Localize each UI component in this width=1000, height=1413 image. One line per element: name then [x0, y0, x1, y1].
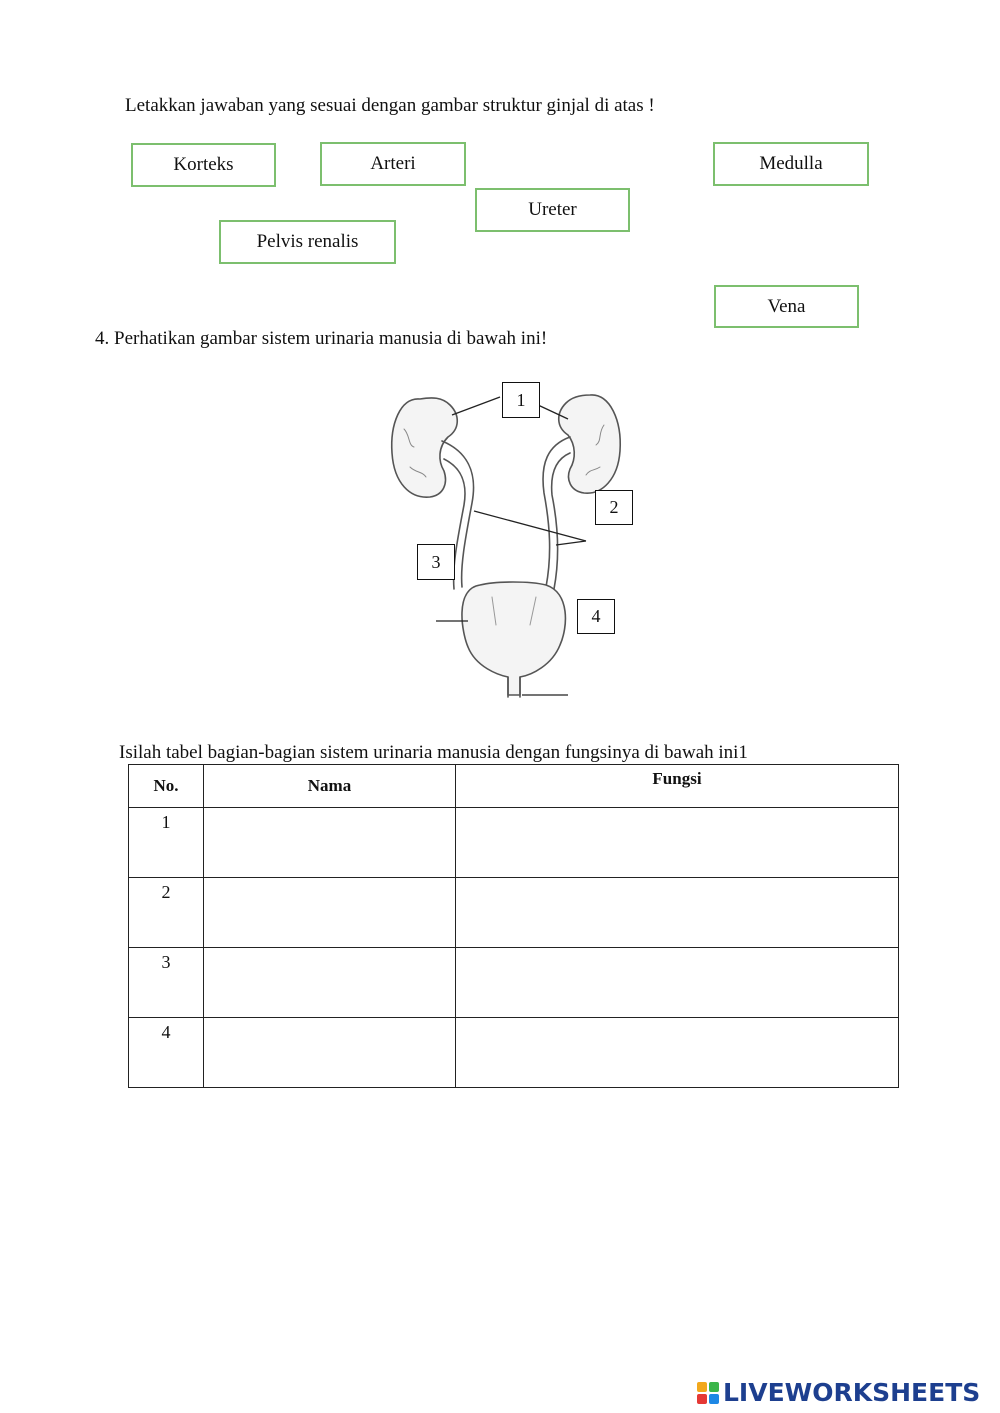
- fungsi-cell[interactable]: [456, 878, 899, 948]
- answer-ureter[interactable]: Ureter: [475, 188, 630, 232]
- fungsi-cell[interactable]: [456, 1018, 899, 1088]
- instruction-kidney: Letakkan jawaban yang sesuai dengan gambar struktur ginjal di atas !: [125, 95, 655, 116]
- fungsi-cell[interactable]: [456, 808, 899, 878]
- header-fungsi-label: Fungsi: [652, 769, 702, 788]
- table-row: [129, 1018, 899, 1088]
- header-fungsi: [456, 765, 899, 808]
- nama-cell[interactable]: [204, 808, 456, 878]
- answer-pelvis-renalis[interactable]: Pelvis renalis: [219, 220, 396, 264]
- right-kidney: [559, 395, 620, 493]
- row-number: 4: [161, 1022, 171, 1042]
- liveworksheets-logo-text: LIVEWORKSHEETS: [723, 1378, 981, 1407]
- row-number: 3: [161, 952, 171, 972]
- liveworksheets-logo-icon: [697, 1382, 719, 1404]
- fungsi-cell[interactable]: [456, 948, 899, 1018]
- diagram-label-4: 4: [577, 599, 615, 634]
- table-header-row: [129, 765, 899, 808]
- diagram-label-3: 3: [417, 544, 455, 580]
- row-number: 1: [161, 812, 171, 832]
- table-instruction: Isilah tabel bagian-bagian sistem urinaria manusia dengan fungsinya di bawah ini1: [119, 742, 748, 763]
- table-row: [129, 878, 899, 948]
- answer-medulla[interactable]: Medulla: [713, 142, 869, 186]
- nama-cell[interactable]: [204, 878, 456, 948]
- answer-korteks[interactable]: Korteks: [131, 143, 276, 187]
- answer-arteri[interactable]: Arteri: [320, 142, 466, 186]
- left-kidney: [392, 398, 458, 497]
- row-number: 2: [161, 882, 171, 902]
- nama-cell[interactable]: [204, 1018, 456, 1088]
- question-4: 4. Perhatikan gambar sistem urinaria manusia di bawah ini!: [95, 328, 548, 349]
- header-no: No.: [129, 765, 204, 808]
- diagram-label-2: 2: [595, 490, 633, 525]
- nama-cell[interactable]: [204, 948, 456, 1018]
- urinary-parts-table: [128, 764, 899, 1088]
- table-row: [129, 948, 899, 1018]
- table-row: [129, 808, 899, 878]
- liveworksheets-logo: [697, 1378, 980, 1407]
- answer-vena[interactable]: Vena: [714, 285, 859, 328]
- bladder: [462, 582, 565, 695]
- header-nama: Nama: [204, 765, 456, 808]
- diagram-label-1: 1: [502, 382, 540, 418]
